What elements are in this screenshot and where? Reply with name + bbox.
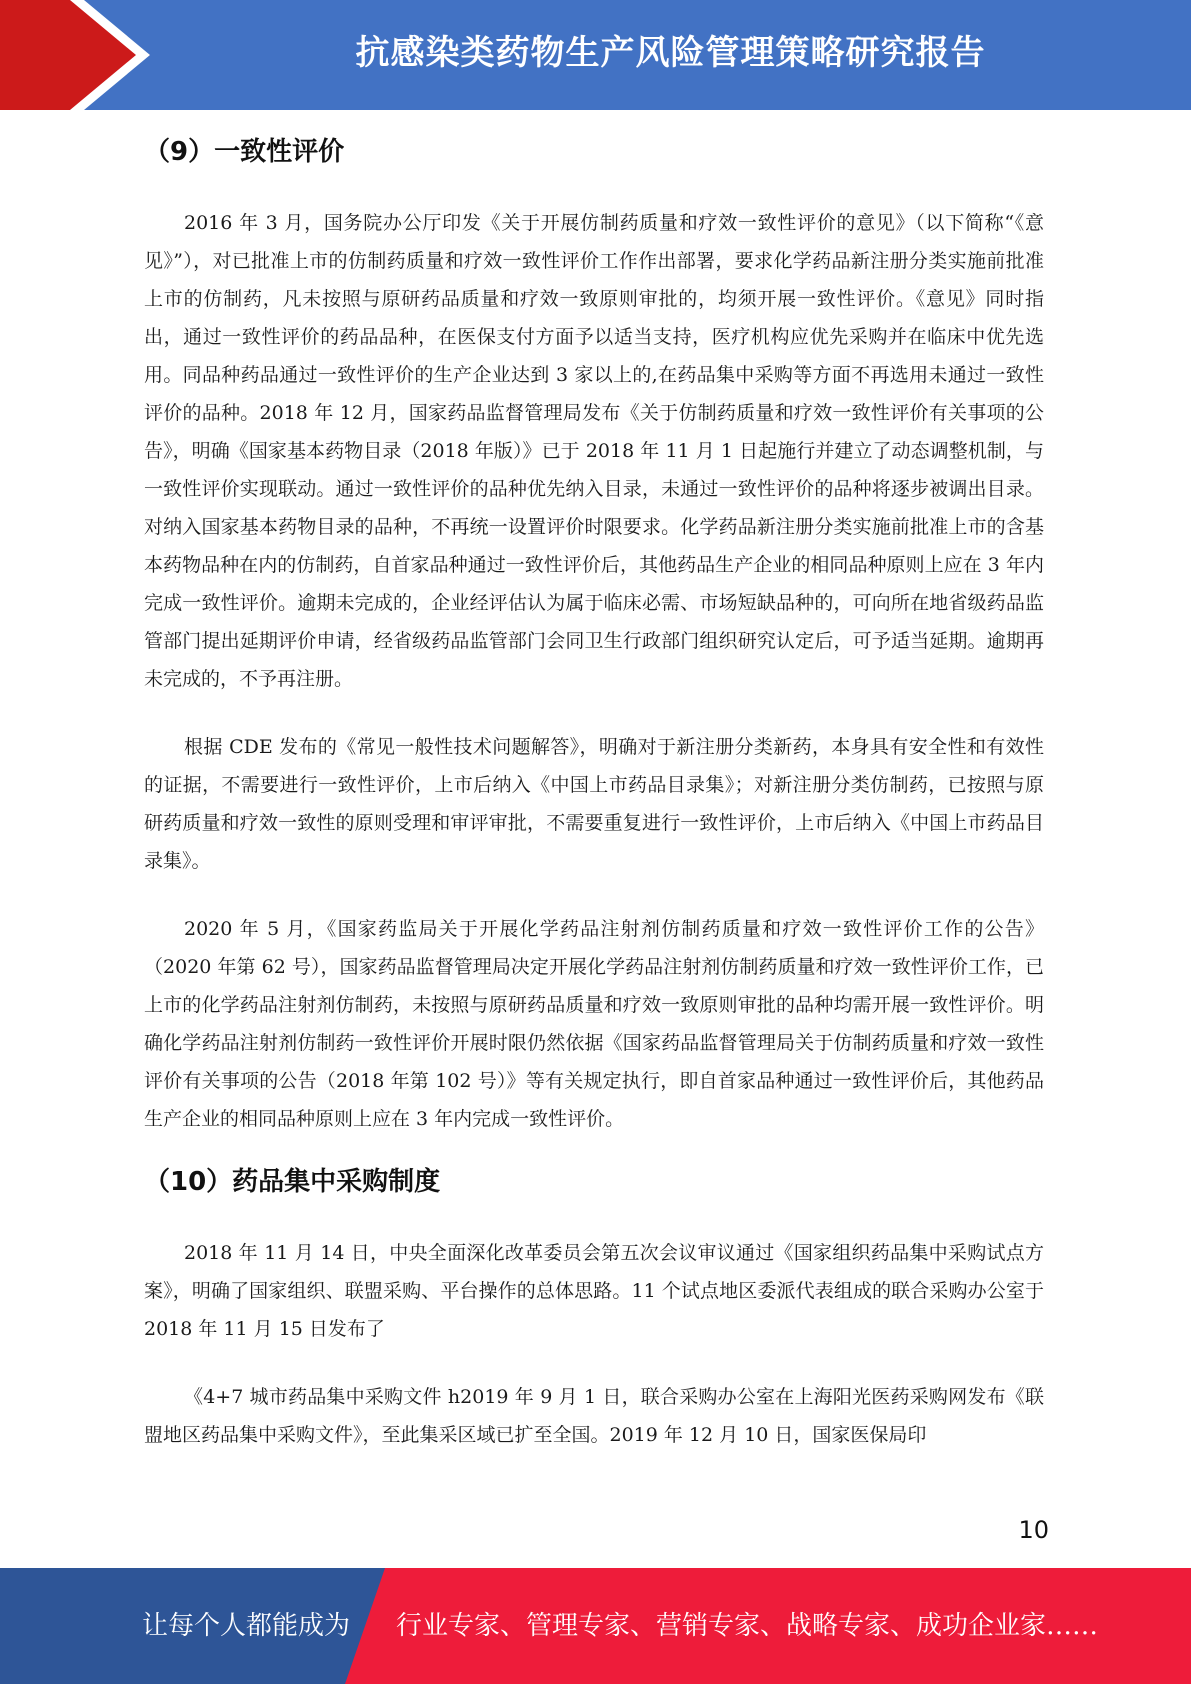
paragraph: 2018 年 11 月 14 日，中央全面深化改革委员会第五次会议审议通过《国家组织药品集中采购试点方案》，明确了国家组织、联盟采购、平台操作的总体思路。11 个试点地区委派代表组成的联合采购办公室于 2018 年 11 月 15 日发布了	[144, 1242, 1044, 1340]
document-body	[144, 130, 1044, 1454]
paragraph: 2020 年 5 月，《国家药监局关于开展化学药品注射剂仿制药质量和疗效一致性评价工作的公告》（2020 年第 62 号），国家药品监督管理局决定开展化学药品注射剂仿制药质量和疗效一致性评价工作，已上市的化学药品注射剂仿制药，未按照与原研药品质量和疗效一致原则审批的品种均需开展一致性评价。明确化学药品注射剂仿制药一致性评价开展时限仍然依据《国家药品监督管理局关于仿制药质量和疗效一致性评价有关事项的公告（2018 年第 102 号）》等有关规定执行，即自首家品种通过一致性评价后，其他药品生产企业的相同品种原则上应在 3 年内完成一致性评价。	[144, 918, 1044, 1130]
paragraph: 《4+7 城市药品集中采购文件 h2019 年 9 月 1 日，联合采购办公室在上海阳光医药采购网发布《联盟地区药品集中采购文件》，至此集采区域已扩至全国。2019 年 12 月 10 日，国家医保局印	[144, 1386, 1044, 1446]
section-heading-procurement: （10）药品集中采购制度	[144, 1167, 441, 1197]
chevron-arrow-icon	[0, 0, 160, 110]
page-number: 10	[1018, 1516, 1049, 1544]
report-title: 抗感染类药物生产风险管理策略研究报告	[355, 33, 986, 73]
section-heading-consistency: （9）一致性评价	[144, 137, 345, 167]
paragraph: 根据 CDE 发布的《常见一般性技术问题解答》，明确对于新注册分类新药，本身具有安全性和有效性的证据，不需要进行一致性评价，上市后纳入《中国上市药品目录集》；对新注册分类仿制药，已按照与原研药质量和疗效一致性的原则受理和审评审批，不需要重复进行一致性评价，上市后纳入《中国上市药品目录集》。	[144, 736, 1044, 872]
paragraph: 2016 年 3 月，国务院办公厅印发《关于开展仿制药质量和疗效一致性评价的意见》（以下简称“《意见》”），对已批准上市的仿制药质量和疗效一致性评价工作作出部署，要求化学药品新注册分类实施前批准上市的仿制药，凡未按照与原研药品质量和疗效一致原则审批的，均须开展一致性评价。《意见》同时指出，通过一致性评价的药品品种，在医保支付方面予以适当支持，医疗机构应优先采购并在临床中优先选用。同品种药品通过一致性评价的生产企业达到 3 家以上的,在药品集中采购等方面不再选用未通过一致性评价的品种。2018 年 12 月，国家药品监督管理局发布《关于仿制药质量和疗效一致性评价有关事项的公告》，明确《国家基本药物目录（2018 年版）》已于 2018 年 11 月 1 日起施行并建立了动态调整机制，与一致性评价实现联动。通过一致性评价的品种优先纳入目录，未通过一致性评价的品种将逐步被调出目录。对纳入国家基本药物目录的品种，不再统一设置评价时限要求。化学药品新注册分类实施前批准上市的含基本药物品种在内的仿制药，自首家品种通过一致性评价后，其他药品生产企业的相同品种原则上应在 3 年内完成一致性评价。逾期未完成的，企业经评估认为属于临床必需、市场短缺品种的，可向所在地省级药品监管部门提出延期评价申请，经省级药品监管部门会同卫生行政部门组织研究认定后，可予适当延期。逾期再未完成的，不予再注册。	[144, 212, 1044, 690]
header-band	[0, 0, 1191, 110]
footer-slogan-right: 行业专家、管理专家、营销专家、战略专家、成功企业家……	[396, 1611, 1099, 1641]
footer-slogan-left: 让每个人都能成为	[142, 1611, 351, 1641]
footer-band	[0, 1568, 1191, 1684]
